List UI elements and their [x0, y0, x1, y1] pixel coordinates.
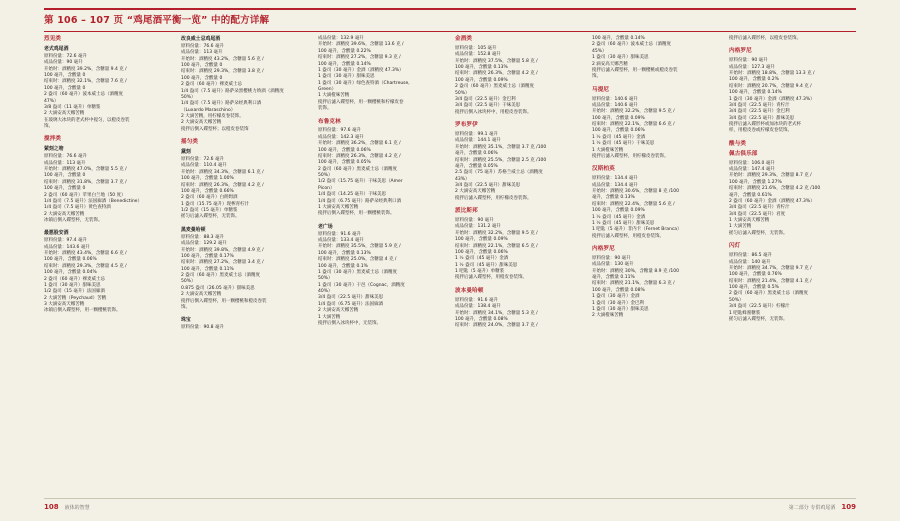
recipe-line: 结束时：酒精度 25.0%，含糖量 4 克 / [318, 257, 397, 263]
recipe-line: 搅拌后滤入碟型杯，用橙皮卷装饰。 [455, 275, 527, 281]
recipe-line: 原料份量：91.6 毫升 [455, 297, 498, 303]
section-heading: 波本曼哈顿 [455, 287, 484, 294]
recipe-line: 1 大滴苦精 [729, 224, 752, 230]
section-heading: 佩古俱乐部 [729, 150, 758, 157]
recipe-line: 1/4 盎司（14.25 毫升）干味美思 [318, 192, 386, 198]
recipe-line: 成品份量：127.3 毫升 [729, 64, 775, 70]
recipe-line: 结束时：酒精度 21.1%，含糖量 6.3 克 / [592, 281, 675, 287]
recipe-entry [181, 227, 308, 311]
recipe-line: 100 毫升，含酸量 0 [44, 85, 86, 91]
recipe-line: 原料份量：86.5 毫升 [729, 253, 772, 259]
recipe-line: 成品份量：129.2 毫升 [181, 241, 227, 247]
recipe-line: 成品份量：132.9 毫升 [318, 36, 364, 41]
footer-right-label: 第二部分 专供鸡尾酒 [788, 505, 836, 511]
recipe-line: 1/4 盎司（6.75 毫升）路萨朵经典利口酒 [318, 198, 402, 204]
recipe-line: 1 ½ 盎司（45 毫升）甜味美思 [455, 262, 518, 268]
text-column [592, 36, 719, 483]
recipe-entry [729, 36, 856, 42]
recipe-line: 2 盎司（60 毫升）黑麦威士忌（酒精度 [181, 273, 260, 279]
recipe-line: 开始时：酒精度 34.7%，含糖量 9.7 克 / [729, 265, 812, 271]
recipe-line: 开始时：酒精度 30%，含糖量 8.9 克 /100 [592, 268, 679, 274]
recipe-line: 3/4 盎司（22.5 毫升）青柠汁 [729, 205, 790, 211]
recipe-line: 100 毫升，含酸量 0.06% [455, 249, 508, 255]
footer-right-page-number: 109 [841, 503, 856, 511]
recipe-line: 3/4 盎司（22.5 毫升）青柠汁 [729, 102, 790, 108]
recipe-line: 1 盎司（30 毫升）黑麦威士忌（酒精度 [318, 269, 397, 275]
recipe-entry [729, 161, 856, 238]
section-heading: 马提尼 [592, 86, 610, 93]
recipe-line: 100 毫升，含酸量 0.06% [44, 257, 97, 263]
section-heading: 罗布罗伊 [455, 122, 478, 129]
section-heading: 汉斯柏英 [592, 166, 615, 173]
recipe-line: 100 毫升，含酸量 0.05% [318, 160, 371, 166]
recipe-line: 原料份量：88.3 毫升 [181, 234, 224, 240]
recipe-name: 改良威士忌鸡尾酒 [181, 36, 221, 42]
recipe-line: 1 盎司（30 毫升）甜味美思 [44, 282, 101, 288]
recipe-line: 100 毫升，含酸量 0.06% [318, 147, 371, 153]
recipe-line: 0.875 盎司（26.05 毫升）甜味美思 [181, 285, 255, 291]
recipe-line: 原料份量：97.6 毫升 [318, 128, 361, 134]
recipe-line: 100 毫升，含酸量 0.14% [729, 90, 782, 96]
recipe-line: 结束时：酒精度 27.2%，含糖量 3.4 克 / [181, 260, 264, 266]
recipe-entry [44, 46, 171, 130]
recipe-line: 100 毫升，含酸量 0 [44, 186, 86, 192]
recipe-line: 结束时：酒精度 32.1%，含糖量 7.6 克 / [44, 79, 127, 85]
section-heading: 布鲁克林 [318, 118, 341, 125]
recipe-line: 2 盎司（60 毫升）波本威士忌（酒精度 [44, 92, 123, 98]
recipe-line: 开始时：酒精度 18.8%，含糖量 13.3 克 / [729, 71, 815, 77]
recipe-line: 3/4 盎司（22.5 毫升）干味美思 [455, 103, 521, 109]
recipe-line: 100 毫升，含酸量 0 [181, 75, 223, 81]
recipe-line: 毫升，含酸量 0.13% [592, 195, 635, 201]
recipe-line: 100 毫升，含酸量 0.09% [592, 208, 645, 214]
recipe-line: 1 大滴安高天娜苦精 [318, 204, 359, 210]
recipe-entry [318, 224, 445, 328]
recipe-line: 2 大滴苦精（Peychaud）苦精 [44, 295, 107, 301]
recipe-line: 搅拌后倒入冰块杯中，用橙皮卷装饰。 [455, 109, 532, 115]
recipe-line: 1/2 盎司（15 毫升）单糖浆 [181, 208, 238, 214]
recipe-line: 成品份量：152.8 毫升 [455, 52, 501, 58]
recipe-line: 1 盎司（30 毫升）甜味美思 [592, 306, 649, 312]
recipe-line: 1 ½ 盎司（45 毫升）甜味美思 [592, 220, 655, 226]
section-heading: 摇匀类 [181, 139, 199, 146]
recipe-line: 开始时：酒精度 39.8%，含糖量 4.9 克 / [181, 247, 264, 253]
recipe-line: 开始时：酒精度 43.4%，含糖量 6.6 克 / [44, 251, 127, 257]
recipe-line: 2 盎司（60 毫升）波本威士忌（酒精度 [592, 42, 671, 48]
recipe-line: 毫升，含酸量 0.06% [455, 151, 498, 157]
recipe-line: 结束时：酒精度 25.5%，含糖量 2.5 克 /100 [455, 157, 547, 163]
recipe-line: 开始时：酒精度 32.2%，含糖量 9.5 克 / [592, 109, 675, 115]
recipe-entry [455, 298, 582, 330]
recipe-line: 样，用橙皮卷或柠檬皮卷装饰。 [729, 128, 792, 134]
recipe-line: 1 盎司（30 毫升）金酒（酒精度 47.3%） [729, 96, 815, 102]
recipe-line: 1 ½ 盎司（45 毫升）金酒 [455, 256, 509, 262]
recipe-line: 50%） [181, 94, 196, 100]
recipe-line: 成品份量：140 毫升 [729, 259, 771, 265]
recipe-line: 1 大滴橙味苦精 [318, 93, 350, 99]
recipe-line: 100 毫升，含酸量 0.22% [318, 48, 371, 54]
recipe-name: 最悪股安酒 [44, 230, 69, 237]
recipe-line: 100 毫升，含酸量 0.66% [181, 188, 234, 194]
recipe-line: 2 盎司（60 毫升）黑麦威士忌（酒精度 [729, 291, 808, 297]
recipe-name: 黑麦曼哈顿 [181, 226, 206, 233]
recipe-line: 饰。 [592, 74, 601, 80]
recipe-line: 原料份量：76.6 毫升 [181, 43, 224, 49]
section-heading: 金酒类 [455, 36, 473, 42]
recipe-line: 100 毫升，含酸量 0.17% [181, 253, 234, 259]
recipe-line: 开始时：酒精度 39.6%，含糖量 13.6 克 / [318, 42, 404, 48]
recipe-line: 饰。 [181, 304, 190, 310]
section-heading: 派比斯邦 [455, 208, 478, 215]
recipe-line: 开始时：酒精度 37.5%，含糖量 5.8 克 / [455, 58, 538, 64]
recipe-line: 3/4 盎司（22.5 毫升）甜味美思 [318, 295, 384, 301]
recipe-line: 3/4 盎司（22.5 毫升）君度 [729, 211, 786, 217]
recipe-line: 100 毫升，含酸量 0.09% [455, 237, 508, 243]
recipe-line: 1/4 盎司（7.5 毫升）黄色查特酒 [44, 205, 111, 211]
recipe-line: 结束时：酒精度 29.3%，含糖量 3.8 克 / [181, 69, 264, 75]
recipe-line: 成品份量：142.3 毫升 [318, 134, 364, 140]
recipe-line: 3/4 盎司（22.5 毫升）甜味美思 [455, 183, 521, 188]
recipe-line: 100 毫升，含酸量 0.13% [318, 250, 371, 256]
recipe-line: 毫升，含酸量 0.61% [729, 192, 772, 198]
recipe-entry [592, 176, 719, 240]
recipe-name: 老广场 [318, 223, 333, 230]
recipe-entry [181, 149, 308, 221]
recipe-line: 成品份量：90 毫升 [44, 60, 83, 66]
recipe-line: 冰镇后倒入碟型杯，无装饰。 [44, 218, 103, 224]
recipe-line: 成品份量：143.6 毫升 [44, 244, 90, 250]
recipe-line: 1 ½ 盎司（45 毫升）金酒 [592, 134, 646, 140]
recipe-line: 结束时：酒精度 26.3%，含糖量 4.2 克 / [455, 71, 538, 77]
text-column [44, 36, 171, 483]
recipe-line: （Luxardo Maraschino） [181, 107, 236, 113]
recipe-name: 珠宝 [181, 317, 191, 324]
recipe-line: 原料份量：72.6 毫升 [181, 157, 224, 163]
recipe-line: 1 大滴苦精 [318, 314, 341, 320]
page-title: 第 106 – 107 页 “鸡尾酒平衡一览” 中的配方详解 [44, 15, 270, 26]
recipe-line: 3/8 盎司（11 毫升）单糖浆 [44, 104, 101, 110]
recipe-line: 开始时：酒精度 47.0%，含糖量 5.5 克 / [44, 167, 127, 173]
recipe-line: 50%） [729, 297, 744, 303]
recipe-line: 开始时：酒精度 35.1%，含糖量 3.7 克 /100 [455, 144, 547, 150]
recipe-line: 成品份量：130 毫升 [592, 262, 634, 268]
recipe-line: 成品份量：144.1 毫升 [455, 138, 501, 144]
recipe-line: 100 毫升，含酸量 0.2% [729, 77, 779, 83]
recipe-line: 2 大滴安高天娜苦精 [44, 211, 85, 217]
recipe-line: 1 ½ 盎司（45 毫升）金酒 [592, 214, 646, 220]
recipe-entry [318, 36, 445, 113]
recipe-line: 1/4 盎司（7.5 毫升）路萨朵黑樱桃力娇酒（酒精度 [181, 88, 284, 94]
recipe-line: 原料份量：134.4 毫升 [592, 176, 638, 182]
recipe-line: 100 毫升，含酸量 0.06% [592, 128, 645, 134]
recipe-line: 成品份量：113 毫升 [44, 160, 86, 166]
recipe-line: 1 盎司（30 毫升）金酒（酒精度 47.3%） [318, 67, 404, 73]
recipe-name: 老式鸡尾酒 [44, 45, 69, 52]
recipe-line: 在玻璃大冰块的老式杯中搅匀，以橙皮卷装 [44, 117, 130, 123]
recipe-line: 成品份量：147.4 毫升 [729, 167, 775, 173]
recipe-line: 原料份量：106.0 毫升 [729, 160, 775, 166]
recipe-line: 1 大滴橙味苦精 [592, 147, 624, 153]
recipe-entry [455, 132, 582, 202]
recipe-line: Picon） [318, 185, 335, 191]
recipe-line: 1 吧匙（5 毫升）非内卡（Fernet Branca） [592, 227, 682, 233]
recipe-line: 结束时：酒精度 21.4%，含糖量 4.1 克 / [729, 278, 812, 284]
recipe-line: 结束时：酒精度 31.8%，含糖量 3.7 克 / [44, 179, 127, 185]
recipe-entry [592, 97, 719, 161]
recipe-line: 成品份量：113 毫升 [181, 50, 223, 56]
recipe-entry [729, 253, 856, 323]
recipe-line: 毫升，含酸量 0.11% [592, 275, 635, 281]
recipe-line: 100 毫升，含酸量 0.13% [455, 65, 508, 71]
recipe-line: 开始时：酒精度 43.2%，含糖量 5.6 克 / [181, 56, 264, 62]
recipe-line: 搅拌后倒入碟型杯，用一颗樱桃和橙皮卷装 [181, 298, 267, 304]
recipe-line: 100 毫升，含酸量 0 [44, 73, 86, 79]
footer-left-label: 液体的智慧 [64, 505, 90, 511]
recipe-line: 43%） [455, 176, 470, 182]
recipe-entry [592, 256, 719, 320]
section-heading: 闪灯 [729, 243, 741, 250]
recipe-line: 结束时：酒精度 22.1%，含糖量 6.6 克 / [592, 122, 675, 128]
recipe-line: 1/4 盎司（7.5 毫升）法国廊酒（Benedictine） [44, 198, 142, 204]
footer-right [789, 503, 856, 511]
recipe-line: 原料份量：99.1 毫升 [455, 132, 498, 137]
recipe-line: 1 吧匙蜂蜜糖浆 [729, 310, 761, 316]
recipe-line: 2 大滴安高天娜苦精 [181, 120, 222, 126]
recipe-line: 100 毫升，含酸量 0 [181, 63, 223, 69]
recipe-line: 2 大滴安高天娜苦精 [44, 111, 85, 117]
recipe-line: 成品份量：140.6 毫升 [592, 102, 638, 108]
recipe-line: 1 大滴安高天娜苦精 [729, 218, 770, 224]
recipe-line: 冰镇后倒入碟型杯，用一颗樱桃装饰。 [44, 308, 121, 314]
recipe-line: 2.5 盎司（75 毫升）苏格兰威士忌（酒精度 [455, 170, 543, 176]
recipe-line: 开始时：酒精度 34.3%，含糖量 6.1 克 / [181, 169, 264, 175]
recipe-line: 100 毫升，含酸量 0.76% [729, 272, 782, 278]
recipe-line: 原料份量：140.6 毫升 [592, 96, 638, 102]
recipe-line: 成品份量：131.2 毫升 [455, 224, 501, 230]
recipe-line: 成品份量：138.4 毫升 [455, 304, 501, 310]
recipe-line: 40%） [318, 289, 333, 295]
recipe-line: 原料份量：90.8 毫升 [181, 325, 224, 331]
footer-left-page-number: 108 [44, 503, 59, 511]
recipe-line: 原料份量：76.6 毫升 [44, 154, 87, 160]
recipe-line: 100 毫升，含酸量 1.00% [181, 176, 234, 182]
recipe-line: 3 大滴安高天娜苦精 [44, 302, 85, 308]
recipe-line: 摇匀后滤入碟型杯，无装饰。 [729, 316, 788, 322]
recipe-entry [455, 46, 582, 116]
recipe-line: 原料份量：90 毫升 [455, 218, 494, 224]
recipe-line: 1 盎司（30 毫升）甜味美思 [592, 55, 649, 61]
recipe-line: 结束时：酒精度 22.1%，含糖量 6.5 克 / [455, 243, 538, 249]
section-heading: 内格罗尼 [729, 48, 752, 55]
text-column [181, 36, 308, 483]
recipe-line: 饰。 [44, 124, 53, 130]
recipe-line: 原料份量：105 毫升 [455, 45, 497, 51]
recipe-line: 开始时：酒精度 36.2%，含糖量 6.1 克 / [318, 141, 401, 147]
recipe-line: 2 盎司（60 毫升）黑麦威士忌（酒精度 [455, 84, 534, 90]
recipe-line: 1 盎司（15.75 毫升）现榨青柠汁 [181, 201, 250, 207]
columns-container [44, 36, 856, 483]
recipe-line: 3/4 盎司（22.5 毫升）甜味美思 [729, 115, 795, 121]
recipe-name: 萦刻之吻 [44, 146, 64, 153]
recipe-line: 原料份量：90 毫升 [592, 255, 631, 261]
recipe-line: 原料份量：90 毫升 [729, 58, 768, 64]
recipe-line: 搅拌后滤入碟型杯，用柠檬皮卷装饰。 [592, 153, 669, 159]
recipe-line: 1/4 盎司（7.5 毫升）路萨朵经典利口酒 [181, 101, 262, 107]
recipe-line: 100 毫升，含酸量 0.11% [181, 266, 234, 272]
recipe-line: 1/2 盎司（15 毫升）法国廊酒 [44, 289, 105, 295]
recipe-line: 开始时：酒精度 30.6%，含糖量 8 克 /100 [592, 189, 679, 194]
recipe-line: 50%） [318, 276, 333, 282]
recipe-line: Green） [318, 87, 337, 92]
recipe-line: 100 毫升，含酸量 0 [44, 173, 86, 179]
text-column [455, 36, 582, 483]
footer-left [44, 503, 90, 511]
recipe-line: 100 毫升，含酸量 0.04% [44, 270, 97, 276]
recipe-line: 2 盎司（60 毫升）金酒（酒精度 47.3%） [729, 198, 815, 204]
recipe-line: 开始时：酒精度 35.5%，含糖量 5.9 克 / [318, 244, 401, 250]
recipe-line: 搅拌后滤入碟形杯，以橙皮卷装饰。 [729, 36, 801, 41]
recipe-line: 摇匀后滤入碟型杯，无装饰。 [729, 230, 788, 236]
recipe-line: 100 毫升，含酸量 0.1% [318, 263, 368, 269]
recipe-line: 开始时：酒精度 39.2%，含糖量 9.4 克 / [44, 66, 127, 72]
recipe-line: 装饰。 [318, 106, 332, 112]
recipe-line: 结束时：酒精度 26.3%，含糖量 4.2 克 / [318, 153, 401, 159]
text-column [318, 36, 445, 483]
text-column [729, 36, 856, 483]
section-heading: 内格罗尼 [592, 246, 615, 252]
recipe-line: 结束时：酒精度 26.3%，含糖量 4.2 克 / [181, 182, 264, 188]
recipe-line: 2 盎司（60 毫升）苹果白兰地（50 度） [44, 192, 126, 198]
recipe-line: 结束时：酒精度 21.6%，含糖量 4.2 克 /100 [729, 186, 821, 192]
recipe-line: 结束时：酒精度 22.4%，含糖量 5.6 克 / [592, 201, 675, 207]
recipe-entry [318, 128, 445, 217]
recipe-line: 摇匀后滤入碟型杯，无装饰。 [181, 214, 240, 220]
recipe-line: 100 毫升，含酸量 0.14% [318, 61, 371, 67]
recipe-entry [181, 36, 308, 133]
recipe-line: 成品份量：134.4 毫升 [592, 182, 638, 188]
recipe-line: 2 大滴苦精，用柠檬皮卷装饰。 [181, 114, 244, 120]
recipe-line: 搅拌后滤入碟形杯或加冰块的老式杯 [729, 122, 801, 128]
recipe-line: 1/2 盎司（15.75 毫升）干味美思（Amer [318, 179, 403, 185]
recipe-entry [44, 146, 171, 224]
recipe-line: 2 盎司（60 毫升）黑麦威士忌（酒精度 [318, 166, 397, 172]
recipe-line: 搅拌后倒入冰块杯中，无装饰。 [318, 320, 381, 326]
recipe-line: 2 大滴安高天娜苦精 [455, 189, 496, 195]
recipe-line: 1 盎司（30 毫升）金酒 [592, 294, 640, 300]
recipe-line: 结束时：酒精度 27.2%，含糖量 9.3 克 / [318, 55, 401, 61]
recipe-entry [592, 36, 719, 81]
recipe-line: 2 大滴安高天娜苦精 [181, 292, 222, 298]
recipe-line: 3/4 盎司（22.5 毫升）金巴利 [729, 109, 790, 115]
recipe-line: 1 盎司（30 毫升）金巴利 [592, 300, 644, 306]
recipe-line: 原料份量：72.6 毫升 [44, 53, 87, 59]
recipe-line: 搅拌后滤入碟型杯，用一颗樱桃或橙皮卷装 [592, 67, 678, 73]
recipe-line: 100 毫升，含酸量 1.27% [729, 179, 782, 185]
recipe-line: 2 大滴橙味苦精 [592, 313, 624, 319]
section-heading: 搅拌类 [44, 136, 62, 143]
recipe-line: 2 滴安高天娜苦精 [592, 61, 628, 67]
page-footer [44, 498, 856, 511]
recipe-line: 1/4 盎司（6.75 毫升）法国廊酒 [318, 301, 384, 307]
recipe-line: 搅拌后滤入碟型杯，用橙皮卷装饰。 [592, 233, 664, 239]
recipe-line: 50%） [318, 173, 333, 179]
recipe-line: 100 毫升，含酸量 0.08% [592, 287, 645, 293]
recipe-line: 100 毫升，含酸量 0.5% [729, 285, 779, 290]
recipe-line: 2 大滴安高天娜苦精 [318, 308, 359, 314]
recipe-line: 2 盎司（60 毫升）白朗姆酒 [181, 195, 238, 201]
section-heading: 烈见类 [44, 36, 62, 42]
recipe-line: 2 盎司（60 毫升）裸麦威士忌 [181, 82, 242, 88]
recipe-line: 2 盎司（60 毫升）裸麦威士忌 [44, 276, 105, 282]
recipe-line: 100 毫升，含酸量 0.09% [592, 115, 645, 121]
recipe-line: 搅拌后滤入碟型杯，用一颗樱桃和柠檬皮卷 [318, 99, 404, 105]
recipe-name: 黛刻 [181, 149, 191, 156]
recipe-line: 搅拌后滤入碟型杯，用柠檬皮卷装饰。 [455, 195, 532, 201]
recipe-line: 3/4 盎司（22.5 毫升）金巴利 [455, 96, 516, 102]
recipe-line: 1 盎司（30 毫升）干邑（Cognac，酒精度 [318, 282, 405, 288]
recipe-line: 1 盎司（30 毫升）绿色查特酒（Chartreuse, [318, 80, 410, 86]
recipe-line: 结束时：酒精度 20.7%，含糖量 9.4 克 / [729, 83, 812, 89]
recipe-line: 结束时：酒精度 29.3%，含糖量 4.5 克 / [44, 263, 127, 269]
recipe-line: 1 吧匙（5 毫升）单糖浆 [455, 269, 505, 275]
recipe-entry [455, 218, 582, 282]
recipe-line: 成品份量：110.4 毫升 [181, 163, 227, 169]
section-heading: 酸与类 [729, 140, 747, 147]
recipe-line: 毫升，含酸量 0.05% [455, 163, 498, 169]
recipe-entry [181, 317, 308, 331]
recipe-line: 100 毫升，含酸量 0.09% [455, 77, 508, 83]
recipe-line: 开始时：酒精度 29.3%，含糖量 8.7 克 / [729, 173, 812, 179]
recipe-line: 45%） [592, 48, 607, 54]
recipe-line: 开始时：酒精度 34.1%，含糖量 5.3 克 / [455, 310, 538, 316]
recipe-line: 47%） [44, 98, 59, 104]
recipe-line: 成品份量：133.4 毫升 [318, 238, 364, 244]
recipe-line: 搅拌后倒入碟型杯；以橙皮卷装饰 [181, 126, 249, 132]
recipe-line: 100 毫升，含酸量 0.14% [592, 36, 645, 41]
recipe-line: 50%） [181, 279, 196, 285]
recipe-line: 100 毫升，含酸量 0.08% [455, 316, 508, 322]
recipe-line: 原料份量：97.4 毫升 [44, 238, 87, 244]
recipe-entry [729, 58, 856, 135]
recipe-line: 3/4 盎司（22.5 毫升）柠檬汁 [729, 304, 790, 310]
recipe-entry [44, 230, 171, 314]
recipe-line: 开始时：酒精度 32.2%，含糖量 9.5 克 / [455, 230, 538, 236]
recipe-line: 原料份量：91.6 毫升 [318, 231, 361, 237]
recipe-line: 1 盎司（30 毫升）甜味美思 [318, 74, 375, 80]
recipe-line: 50%） [455, 90, 470, 96]
page-header [44, 8, 856, 32]
recipe-line: 1 ½ 盎司（45 毫升）干味美思 [592, 141, 655, 147]
recipe-line: 结束时：酒精度 24.0%，含糖量 3.7 克 / [455, 323, 538, 329]
recipe-line: 搅拌后倒入碟型杯，用一颗樱桃装饰。 [318, 211, 395, 217]
